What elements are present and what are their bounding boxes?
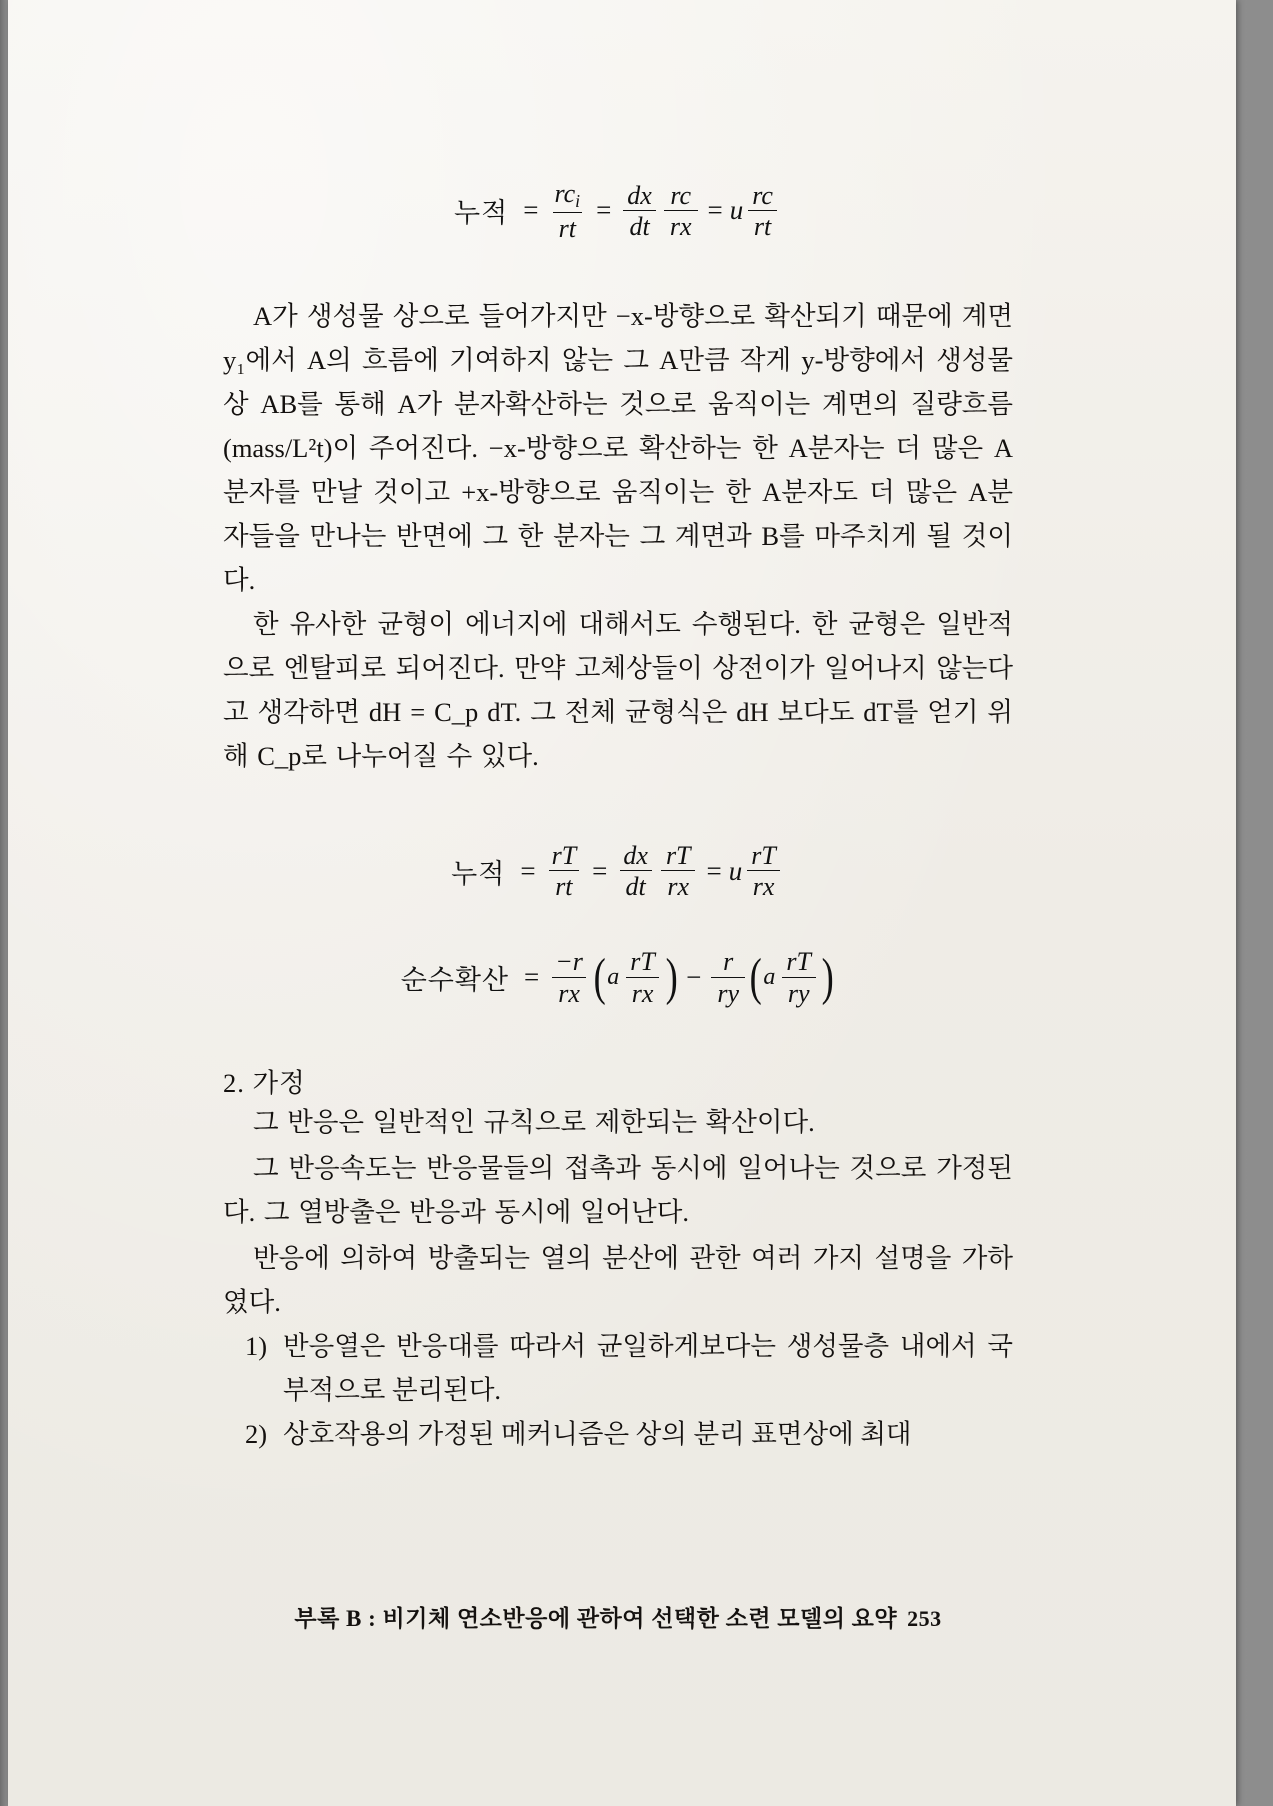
fraction-rT-rx-3: $\frac{rT}{rx}$ (624, 948, 661, 1007)
equation-accumulation-energy: 누적 = $\frac{rT}{rt}$ = $\frac{dx}{dt}$ $\frac{rT}{rx}$ = u $\frac{rT}{rx}$ (223, 842, 1013, 901)
page-content (223, 170, 1013, 1456)
footer-title: 부록 B : 비기체 연소반응에 관하여 선택한 소련 모델의 요약 (294, 1606, 898, 1631)
right-paren-1: ) (665, 948, 678, 1006)
alpha-symbol-1: a (607, 964, 620, 991)
fraction-dx-dt-2: $\frac{dx}{dt}$ (617, 842, 654, 901)
paragraph-assumption-2: 그 반응속도는 반응물들의 접촉과 동시에 일어나는 것으로 가정된다. 그 열방출은 반응과 동시에 일어난다. (223, 1152, 1013, 1227)
page-footer (223, 1600, 1013, 1633)
paragraph-energy-balance: 한 유사한 균형이 에너지에 대해서도 수행된다. 한 균형은 일반적으로 엔탈피로 되어진다. 만약 고체상들이 상전이가 일어나지 않는다고 생각하면 dH = C_p dT. 그 전체 균형식은 dH 보다도 dT를 얻기 위해 C_p로 나누어질 수 있다. (223, 608, 1013, 771)
list-item-text-1: 반응열은 반응대를 따라서 균일하게보다는 생성물층 내에서 국부적으로 분리된다. (283, 1330, 1013, 1405)
fraction-rT-ry: $\frac{rT}{ry}$ (780, 948, 817, 1007)
list-item-text-2: 상호작용의 가정된 메커니즘은 상의 분리 표면상에 최대 (283, 1418, 912, 1449)
fraction-dx-dt: $\frac{dx}{dt}$ (621, 182, 658, 241)
equation-net-diffusion: 순수확산 = $\frac{-r}{rx}$ ( a $\frac{rT}{rx}$ ) − $\frac{r}{ry}$ ( a $\frac{rT}{ry}$ ) (400, 947, 834, 1008)
equation-label-accumulation: 누적 (454, 198, 509, 229)
coefficient-u-2: u (728, 855, 743, 886)
page-surface (8, 0, 1236, 1806)
equation-accumulation-mass: 누적 = $\frac{rc_i}{rt}$ = $\frac{dx}{dt}$ $\frac{rc}{rx}$ = u $\frac{rc}{rt}$ (223, 180, 1013, 242)
equation-label-accumulation-energy: 누적 (451, 858, 506, 889)
list-marker-2: 2) (245, 1418, 268, 1449)
page-number: 253 (907, 1606, 942, 1631)
right-paren-2: ) (821, 948, 834, 1006)
paragraph-assumption-3: 반응에 의하여 방출되는 열의 분산에 관한 여러 가지 설명을 가하였다. (223, 1242, 1013, 1317)
alpha-symbol-2: a (763, 964, 776, 991)
fraction-rT-rt: $\frac{rT}{rt}$ (546, 842, 583, 901)
paragraph-assumption-1: 그 반응은 일반적인 규칙으로 제한되는 확산이다. (253, 1106, 815, 1137)
paragraph-diffusion-description: A가 생성물 상으로 들어가지만 −x-방향으로 확산되기 때문에 계면 y₁에서 A의 흐름에 기여하지 않는 그 A만큼 작게 y-방향에서 생성물상 AB를 통해 A가 분자확산하는 것으로 움직이는 계면의 질량흐름(mass/L²t)이 주어진다. −x-방향으로 확산하는 한 A분자는 더 많은 A분자를 만날 것이고 +x-방향으로 움직이는 한 A분자도 더 많은 A분자들을 만나는 반면에 그 한 분자는 그 계면과 B를 마주치게 될 것이다. (223, 300, 1013, 595)
list-item (245, 1324, 1013, 1412)
fraction-rT-rx-2: $\frac{rT}{rx}$ (745, 842, 782, 901)
fraction-rT-rx: $\frac{rT}{rx}$ (660, 842, 697, 901)
section-heading-assumptions: 2. 가정 (223, 1067, 306, 1098)
coefficient-u: u (729, 195, 744, 226)
equation-label-net-diffusion: 순수확산 (400, 965, 510, 996)
list-marker-1: 1) (245, 1330, 268, 1361)
fraction-r-ry: $\frac{r}{ry}$ (711, 948, 745, 1007)
left-paren-2: ( (749, 948, 762, 1006)
fraction-rci-rt: $\frac{rc_i}{rt}$ (554, 179, 581, 243)
list-item (245, 1412, 1013, 1456)
fraction-rc-rx: $\frac{rc}{rx}$ (664, 182, 698, 241)
fraction-rc-rt: $\frac{rc}{rt}$ (746, 182, 779, 241)
minus-operator: − (686, 962, 702, 993)
book-page (8, 0, 1236, 1806)
fraction-minus-r-rx: $\frac{-r}{rx}$ (549, 948, 589, 1007)
left-paren-1: ( (593, 948, 606, 1006)
